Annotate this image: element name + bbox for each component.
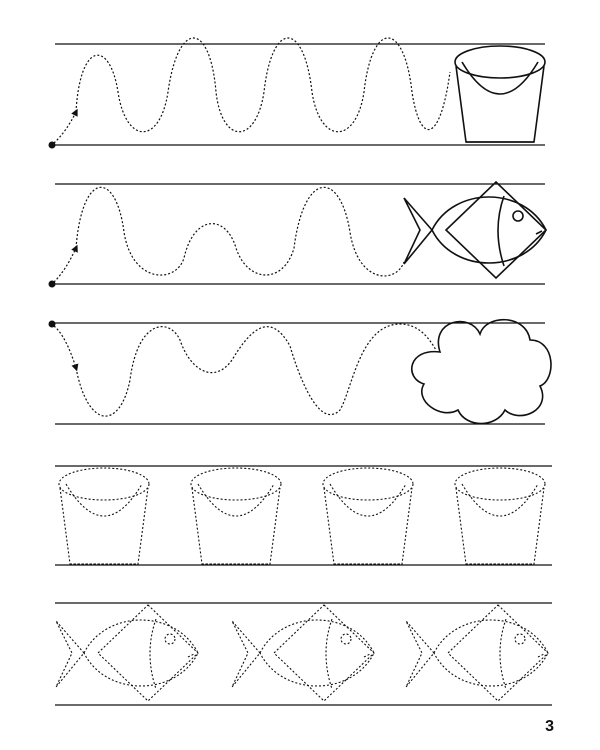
dotted-wave bbox=[76, 324, 436, 416]
fish-icon bbox=[404, 182, 546, 278]
page-number: 3 bbox=[545, 718, 554, 735]
bucket-icon bbox=[455, 46, 545, 142]
cloud-icon bbox=[412, 320, 551, 424]
dotted-fish bbox=[232, 605, 374, 701]
row-4-bucket-tracing bbox=[55, 466, 552, 565]
dotted-wave bbox=[76, 187, 404, 276]
dotted-bucket bbox=[59, 468, 149, 564]
start-arrow bbox=[54, 326, 76, 368]
dotted-fish bbox=[56, 605, 198, 701]
dotted-bucket bbox=[323, 468, 413, 564]
row-2-wave-fish bbox=[49, 182, 547, 288]
row-3-wave-cloud bbox=[49, 320, 551, 424]
row-5-fish-tracing bbox=[55, 603, 552, 705]
dotted-bucket bbox=[191, 468, 281, 564]
dotted-bucket bbox=[455, 468, 545, 564]
dotted-fish bbox=[406, 605, 548, 701]
dotted-wave bbox=[76, 38, 450, 132]
start-arrow bbox=[54, 112, 76, 143]
start-arrow bbox=[54, 248, 76, 282]
row-1-wave-bucket bbox=[49, 38, 546, 149]
